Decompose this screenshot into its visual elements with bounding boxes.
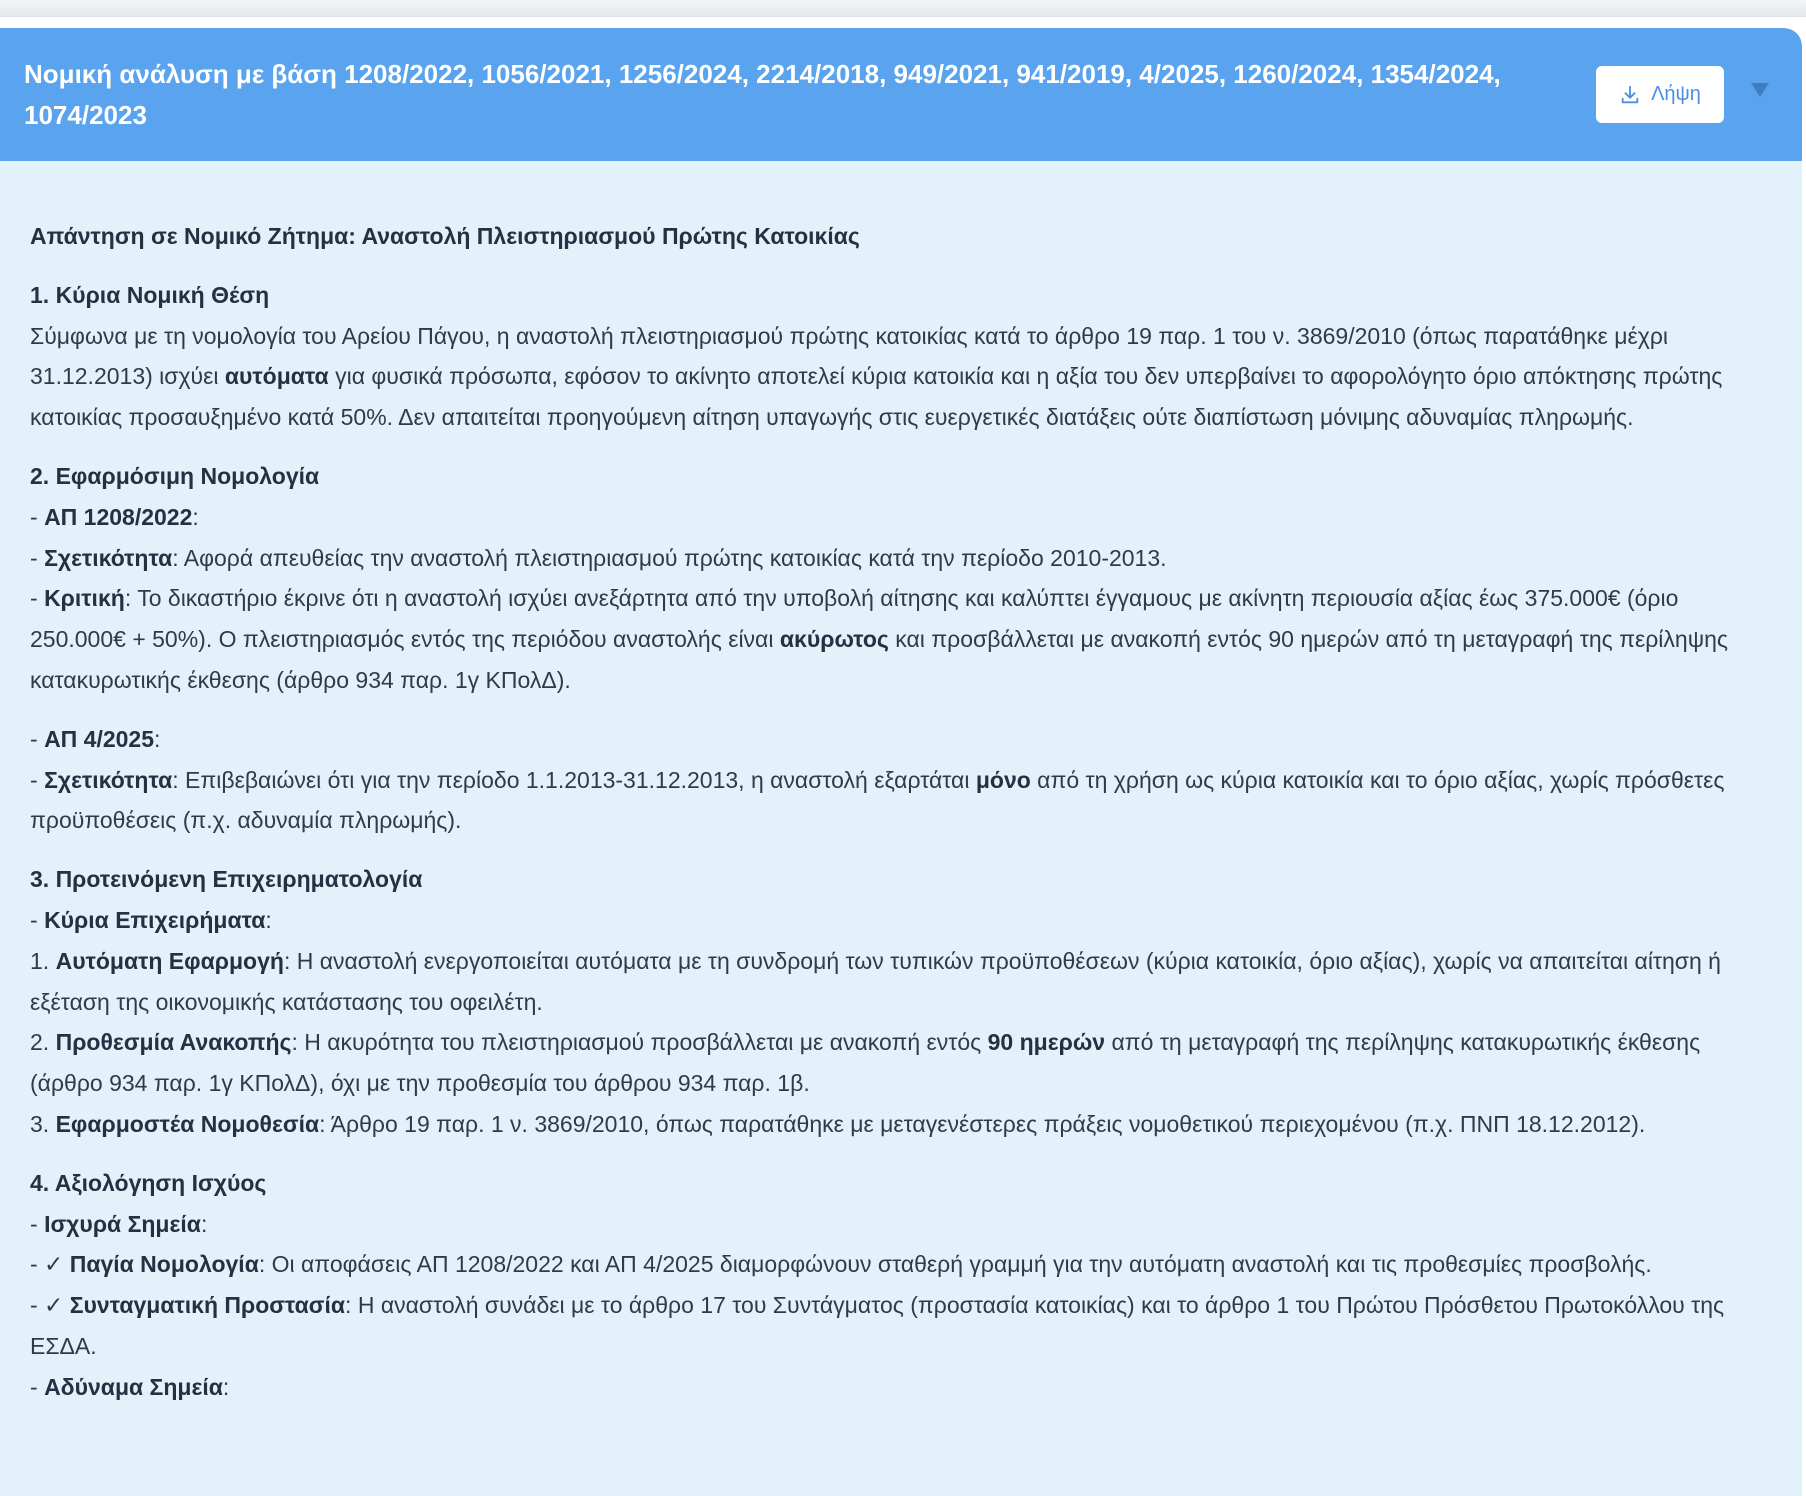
section-1-title: 1. Κύρια Νομική Θέση (30, 281, 270, 308)
download-button[interactable] (1596, 66, 1724, 123)
strong-points-label: - Ισχυρά Σημεία: (30, 1210, 208, 1237)
scroll-fade (0, 1456, 1802, 1496)
section-4-title: 4. Αξιολόγηση Ισχύος (30, 1169, 267, 1196)
section-1-paragraph: Σύμφωνα με τη νομολογία του Αρείου Πάγου, η αναστολή πλειστηριασμού πρώτης κατοικίας κατά το άρθρο 19 παρ. 1 του ν. 3869/2010 (όπως παρατάθηκε μέχρι 31.12.2013) ισχύει αυτόματα για φυσικά πρόσωπα, εφόσον το ακίνητο αποτελεί κύρια κατοικία και η αξία του δεν υπερβαίνει το αφορολόγητο όριο απόκτησης πρώτης κατοικίας προσαυξημένο κατά 50%. Δεν απαιτείται προηγούμενη αίτηση υπαγωγής στις ευεργετικές διατάξεις ούτε διαπίστωση μόνιμης αδυναμίας πληρωμής. (30, 322, 1723, 431)
analysis-content (30, 216, 1770, 1408)
case-1-heading: - ΑΠ 1208/2022: (30, 503, 199, 530)
section-3-title: 3. Προτεινόμενη Επιχειρηματολογία (30, 866, 423, 893)
strong-point-1: - ✓ Παγία Νομολογία: Οι αποφάσεις ΑΠ 1208/2022 και ΑΠ 4/2025 διαμορφώνουν σταθερή γραμμή για την αυτόματη αναστολή και τις προθεσμίες προσβολής. (30, 1251, 1652, 1278)
strong-point-2: - ✓ Συνταγματική Προστασία: Η αναστολή συνάδει με το άρθρο 17 του Συντάγματος (προστασία κατοικίας) και το άρθρο 1 του Πρώτου Πρόσθετου Πρωτοκόλλου της ΕΣΔΑ. (30, 1292, 1725, 1359)
content-heading: Απάντηση σε Νομικό Ζήτημα: Αναστολή Πλειστηριασμού Πρώτης Κατοικίας (30, 223, 860, 249)
case-1-critique: - Κριτική: Το δικαστήριο έκρινε ότι η αναστολή ισχύει ανεξάρτητα από την υποβολή αίτησης και καλύπτει έγγαμους με ακίνητη περιουσία αξίας έως 375.000€ (όριο 250.000€ + 50%). Ο πλειστηριασμός εντός της περιόδου αναστολής είναι ακύρωτος και προσβάλλεται με ανακοπή εντός 90 ημερών από τη μεταγραφή της περίληψης κατακυρωτικής έκθεσης (άρθρο 934 παρ. 1γ ΚΠολΔ). (30, 585, 1728, 693)
case-1-relevance: - Σχετικότητα: Αφορά απευθείας την αναστολή πλειστηριασμού πρώτης κατοικίας κατά την περίοδο 2010-2013. (30, 544, 1167, 571)
weak-points-label: - Αδύναμα Σημεία: (30, 1373, 230, 1400)
case-2-heading: - ΑΠ 4/2025: (30, 725, 161, 752)
browser-top-strip (0, 0, 1806, 17)
download-label: Λήψη (1651, 83, 1701, 105)
argument-item-1: 1. Αυτόματη Εφαρμογή: Η αναστολή ενεργοποιείται αυτόματα με τη συνδρομή των τυπικών προϋποθέσεων (κύρια κατοικία, όριο αξίας), χωρίς να απαιτείται αίτηση ή εξέταση της οικονομικής κατάστασης του οφειλέτη. (30, 947, 1721, 1015)
panel-header[interactable] (0, 28, 1802, 161)
main-arguments-label: - Κύρια Επιχειρήματα: (30, 906, 272, 933)
legal-analysis-panel (0, 28, 1802, 1496)
caret-down-icon (1751, 83, 1769, 102)
collapse-toggle[interactable] (1748, 80, 1772, 104)
download-icon (1619, 84, 1641, 106)
argument-item-3: 3. Εφαρμοστέα Νομοθεσία: Άρθρο 19 παρ. 1 ν. 3869/2010, όπως παρατάθηκε με μεταγενέστερες πράξεις νομοθετικού περιεχομένου (π.χ. ΠΝΠ 18.12.2012). (30, 1110, 1646, 1137)
panel-title: Νομική ανάλυση με βάση 1208/2022, 1056/2021, 1256/2024, 2214/2018, 949/2021, 941/2019, 4/2025, 1260/2024, 1354/2024, 1074/2023 (24, 59, 1501, 130)
case-2-relevance: - Σχετικότητα: Επιβεβαιώνει ότι για την περίοδο 1.1.2013-31.12.2013, η αναστολή εξαρτάται μόνο από τη χρήση ως κύρια κατοικία και το όριο αξίας, χωρίς πρόσθετες προϋποθέσεις (π.χ. αδυναμία πληρωμής). (30, 766, 1725, 834)
argument-item-2: 2. Προθεσμία Ανακοπής: Η ακυρότητα του πλειστηριασμού προσβάλλεται με ανακοπή εντός 90 ημερών από τη μεταγραφή της περίληψης κατακυρωτικής έκθεσης (άρθρο 934 παρ. 1γ ΚΠολΔ), όχι με την προθεσμία του άρθρου 934 παρ. 1β. (30, 1029, 1701, 1097)
section-2-title: 2. Εφαρμόσιμη Νομολογία (30, 462, 320, 489)
